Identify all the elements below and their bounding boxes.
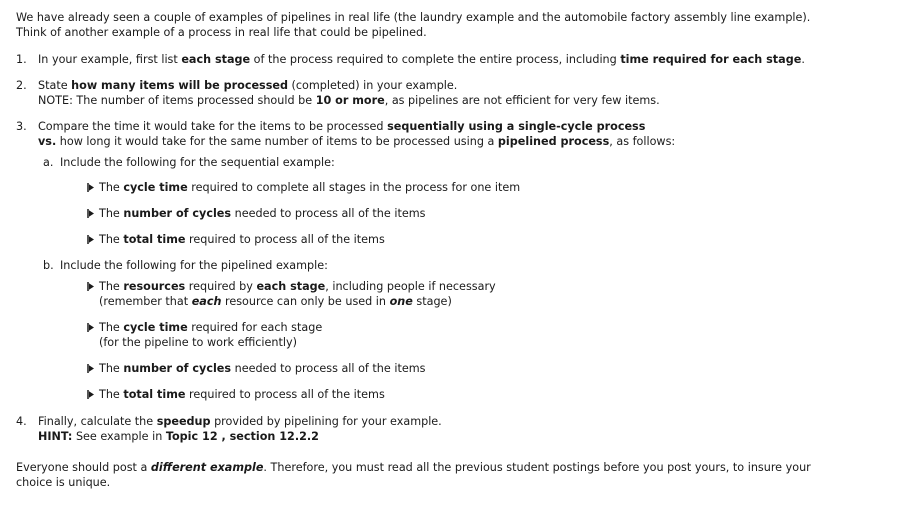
text: provided by pipelining for your example. [210, 415, 442, 428]
item-text [38, 78, 896, 108]
item-text [38, 52, 896, 67]
text: The [99, 181, 124, 194]
bold-text: number of cycles [123, 362, 232, 375]
bold-text: how many items will be processed [71, 79, 288, 92]
bullet-item [86, 232, 896, 247]
text: The [99, 233, 124, 246]
text: The [99, 362, 124, 375]
bullet-item [86, 279, 896, 309]
note-line [38, 93, 896, 108]
text: stage) [412, 295, 452, 308]
bold-text: pipelined process [497, 135, 610, 148]
text: State [38, 79, 72, 92]
text: required by [185, 280, 257, 293]
bold-text: total time [123, 233, 186, 246]
intro-line-1: We have already seen a couple of examples of pipelines in real life (the laundry example and the automobile factory assembly line example). [16, 11, 811, 24]
text: . [801, 53, 805, 66]
bold-text: cycle time [123, 321, 188, 334]
text: The [99, 280, 124, 293]
bullet-text [99, 180, 520, 195]
text: , as follows: [609, 135, 676, 148]
bold-text: Topic 12 , section 12.2.2 [165, 430, 319, 443]
bullet-text [99, 320, 322, 350]
bold-text: vs. [38, 135, 57, 148]
item-line [38, 119, 896, 134]
text: The [99, 388, 124, 401]
assignment-page [16, 10, 896, 490]
text: required to complete all stages in the process for one item [187, 181, 521, 194]
bullet-text [99, 387, 385, 402]
sub-item-text: Include the following for the sequential example: [60, 156, 335, 169]
text: Everyone should post a [16, 461, 151, 474]
bullet-item [86, 206, 896, 221]
text: of the process required to complete the entire process, including [250, 53, 621, 66]
triangle-bullet-icon [86, 387, 99, 402]
bold-text: speedup [156, 415, 211, 428]
sub-item-letter: a. [43, 156, 54, 169]
triangle-bullet-icon [86, 206, 99, 221]
bullet-text [99, 279, 496, 309]
bold-text: number of cycles [123, 207, 232, 220]
text: NOTE: The number of items processed should be [38, 94, 316, 107]
bullet-text [99, 232, 385, 247]
bold-text: total time [123, 388, 186, 401]
pipelined-bullets [86, 279, 896, 402]
item-text [38, 414, 896, 444]
bold-text: resources [123, 280, 186, 293]
bold-text: each stage [181, 53, 251, 66]
item-number: 4. [16, 415, 27, 428]
text: needed to process all of the items [231, 362, 426, 375]
hint-label: HINT: [38, 430, 73, 443]
text: needed to process all of the items [231, 207, 426, 220]
text: The [99, 207, 124, 220]
hint-line [38, 429, 896, 444]
triangle-bullet-icon [86, 361, 99, 376]
bullet-line: (for the pipeline to work efficiently) [99, 336, 297, 349]
intro-line-2: Think of another example of a process in real life that could be pipelined. [16, 26, 427, 39]
item-line [38, 78, 896, 93]
text: Finally, calculate the [38, 415, 157, 428]
bullet-item [86, 180, 896, 195]
outro-line-1 [16, 460, 896, 475]
text: required to process all of the items [185, 388, 385, 401]
text: (remember that [99, 295, 192, 308]
list-item-3 [16, 119, 896, 149]
bullet-line [99, 320, 322, 335]
sequential-bullets [86, 180, 896, 247]
text: required to process all of the items [185, 233, 385, 246]
item-line [38, 414, 896, 429]
triangle-bullet-icon [86, 320, 99, 350]
triangle-bullet-icon [86, 180, 99, 195]
bullet-text [99, 361, 425, 376]
bold-text: time required for each stage [620, 53, 802, 66]
text: , as pipelines are not efficient for very few items. [384, 94, 660, 107]
list-item-4 [16, 414, 896, 444]
bold-italic-text: each [191, 295, 222, 308]
intro-paragraph [16, 10, 896, 40]
bullet-item [86, 387, 896, 402]
sub-item-a [43, 155, 896, 170]
sub-item-b [43, 258, 896, 273]
list-item-2 [16, 78, 896, 108]
text: In your example, first list [38, 53, 182, 66]
item-number: 2. [16, 79, 27, 92]
bullet-text [99, 206, 425, 221]
item-text [38, 119, 896, 149]
bold-italic-text: one [389, 295, 413, 308]
text: . Therefore, you must read all the previous student postings before you post yours, to insure your [263, 461, 811, 474]
sub-item-text: Include the following for the pipelined example: [60, 259, 328, 272]
text: , including people if necessary [325, 280, 496, 293]
bold-text: 10 or more [315, 94, 385, 107]
bold-italic-text: different example [150, 461, 264, 474]
bold-text: each stage [256, 280, 326, 293]
text: how long it would take for the same number of items to be processed using a [56, 135, 498, 148]
item-number: 1. [16, 53, 27, 66]
item-number: 3. [16, 120, 27, 133]
outro-paragraph [16, 460, 896, 490]
bold-text: sequentially using a single-cycle process [387, 120, 646, 133]
bullet-item [86, 320, 896, 350]
sub-item-letter: b. [43, 259, 54, 272]
text: Compare the time it would take for the items to be processed [38, 120, 388, 133]
list-item-1 [16, 52, 896, 67]
triangle-bullet-icon [86, 232, 99, 247]
bullet-line [99, 279, 496, 294]
bullet-item [86, 361, 896, 376]
bold-text: cycle time [123, 181, 188, 194]
text: (completed) in your example. [287, 79, 458, 92]
bullet-line [99, 294, 496, 309]
item-line [38, 134, 896, 149]
text: See example in [72, 430, 166, 443]
outro-line-2: choice is unique. [16, 476, 111, 489]
text: The [99, 321, 124, 334]
text: required for each stage [187, 321, 323, 334]
text: resource can only be used in [221, 295, 390, 308]
triangle-bullet-icon [86, 279, 99, 309]
